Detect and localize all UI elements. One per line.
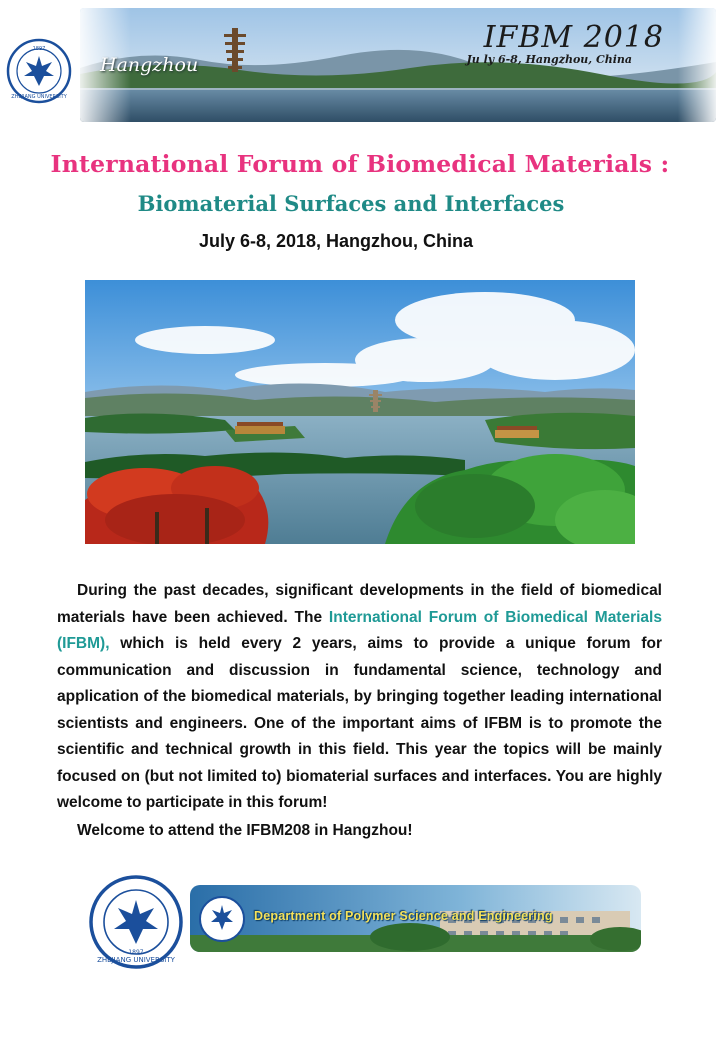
banner-city-label: Hangzhou (100, 54, 199, 76)
svg-text:ZHEJIANG UNIVERSITY: ZHEJIANG UNIVERSITY (11, 94, 67, 100)
svg-text:1897: 1897 (128, 949, 144, 956)
welcome-line: Welcome to attend the IFBM208 in Hangzhou! (77, 822, 413, 839)
banner-event-title: IFBM 2018 (483, 20, 664, 55)
banner-event-dates: Ju ly 6-8, Hangzhou, China (466, 53, 632, 66)
department-banner (190, 885, 641, 952)
ifbm-highlight: International Forum of Biomedical Materials (IFBM), (57, 608, 662, 652)
intro-text-start: During the past decades, significant developments in the field of biomedical materials have been achieved. The (57, 582, 662, 626)
svg-text:ZHEJIANG UNIVERSITY: ZHEJIANG UNIVERSITY (97, 956, 175, 964)
intro-paragraph (57, 578, 662, 817)
event-date-location: July 6-8, 2018, Hangzhou, China (198, 231, 474, 251)
page-subtitle: Biomaterial Surfaces and Interfaces (137, 191, 565, 216)
zju-logo-top (6, 38, 72, 104)
intro-text-rest: which is held every 2 years, aims to provide a unique forum for communication and discussion in fundamental science, technology and application of the biomedical materials, by bringing together leading international scientists and engineers. One of the important aims of IFBM is to promote the scientific and technical growth in this field. This year the topics will be mainly focused on (but not limited to) biomaterial surfaces and interfaces. You are highly welcome to participate in this forum! (57, 635, 662, 811)
west-lake-photo (85, 280, 635, 544)
zju-logo-bottom (88, 874, 184, 970)
department-name: Department of Polymer Science and Engineering (254, 909, 553, 923)
header-banner (80, 8, 716, 122)
svg-text:1897: 1897 (32, 46, 46, 52)
page-title: International Forum of Biomedical Materials : (50, 150, 670, 178)
